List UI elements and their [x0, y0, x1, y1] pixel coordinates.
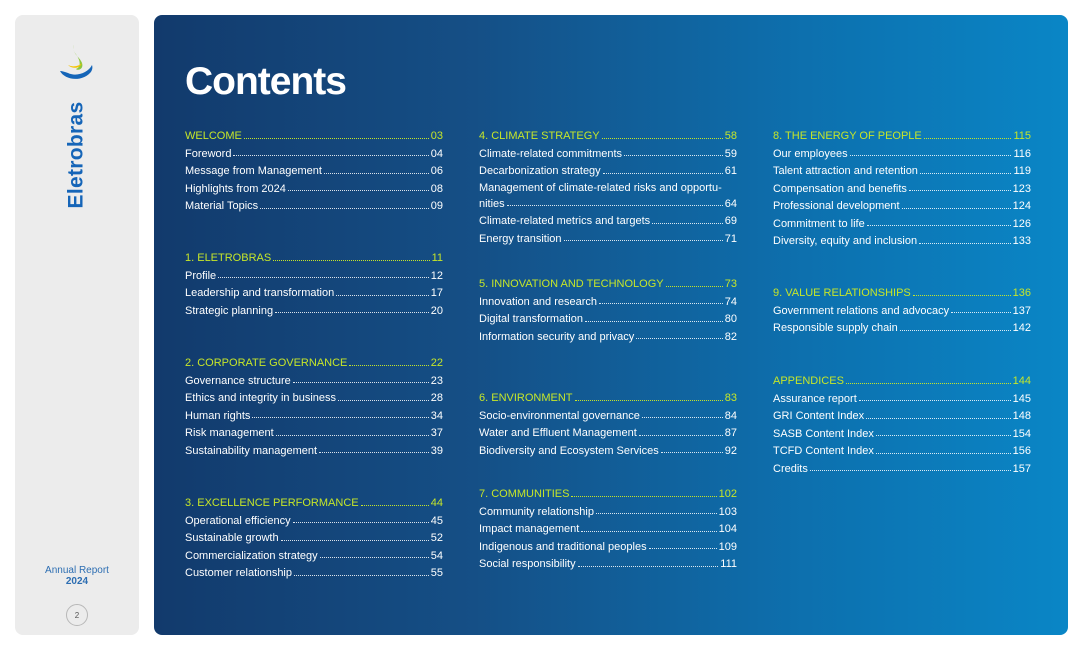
toc-entry[interactable]: Information security and privacy 82 [479, 330, 737, 343]
toc-entry[interactable]: Community relationship 103 [479, 505, 737, 518]
toc-entry[interactable]: Climate-related metrics and targets 69 [479, 215, 737, 227]
contents-panel [154, 15, 1068, 635]
toc-entry[interactable]: Strategic planning 20 [185, 304, 443, 317]
brand-name: Eletrobras [64, 101, 87, 209]
toc-entry[interactable]: Leadership and transformation 17 [185, 287, 443, 299]
page-title: Contents [185, 60, 346, 103]
toc-entry[interactable]: Sustainable growth 52 [185, 532, 443, 544]
toc-entry[interactable]: GRI Content Index 148 [773, 410, 1031, 422]
toc-section-excellence-performance [185, 495, 443, 583]
toc-entry[interactable]: Responsible supply chain 142 [773, 322, 1031, 334]
toc-heading[interactable]: 4. CLIMATE STRATEGY 58 [479, 130, 737, 142]
toc-heading[interactable]: 6. ENVIRONMENT 83 [479, 392, 737, 404]
toc-section-energy-of-people [773, 128, 1031, 251]
toc-entry[interactable]: SASB Content Index 154 [773, 427, 1031, 440]
toc-heading[interactable]: WELCOME 03 [185, 130, 443, 142]
toc-entry-continuation[interactable]: nities 64 [479, 197, 737, 210]
toc-entry[interactable]: Compensation and benefits 123 [773, 182, 1031, 195]
toc-entry[interactable]: Credits 157 [773, 462, 1031, 475]
toc-entry[interactable]: Human rights 34 [185, 409, 443, 422]
toc-entry[interactable]: Government relations and advocacy 137 [773, 304, 1031, 317]
report-year: 2024 [65, 576, 89, 587]
sidebar [15, 15, 139, 635]
toc-section-welcome [185, 128, 443, 216]
toc-entry[interactable]: Diversity, equity and inclusion 133 [773, 235, 1031, 247]
page-number: 2 [66, 604, 88, 626]
toc-entry[interactable]: Professional development 124 [773, 200, 1031, 212]
toc-heading[interactable]: 5. INNOVATION AND TECHNOLOGY 73 [479, 278, 737, 290]
toc-entry[interactable]: Message from Management 06 [185, 165, 443, 177]
toc-entry[interactable]: Assurance report 145 [773, 392, 1031, 405]
brand-wordmark [59, 101, 93, 209]
toc-section-climate-strategy [479, 128, 737, 248]
toc-section-innovation-technology [479, 276, 737, 346]
toc-entry[interactable]: Profile 12 [185, 269, 443, 282]
toc-entry[interactable]: Risk management 37 [185, 427, 443, 439]
report-label-text: Annual Report [45, 565, 109, 576]
toc-heading[interactable]: 2. CORPORATE GOVERNANCE 22 [185, 357, 443, 369]
toc-entry[interactable]: Sustainability management 39 [185, 444, 443, 457]
toc-entry[interactable]: Operational efficiency 45 [185, 514, 443, 527]
toc-entry[interactable]: Energy transition 71 [479, 232, 737, 245]
toc-heading[interactable]: 9. VALUE RELATIONSHIPS 136 [773, 287, 1031, 299]
toc-entry[interactable]: TCFD Content Index 156 [773, 445, 1031, 457]
toc-entry[interactable]: Ethics and integrity in business 28 [185, 392, 443, 404]
toc-entry[interactable]: Water and Effluent Management 87 [479, 427, 737, 439]
toc-entry[interactable]: Management of climate-related risks and opportu- [479, 181, 722, 194]
toc-heading[interactable]: 3. EXCELLENCE PERFORMANCE 44 [185, 497, 443, 509]
eletrobras-logo-icon [58, 43, 94, 83]
toc-entry[interactable]: Our employees 116 [773, 147, 1031, 160]
toc-entry[interactable]: Indigenous and traditional peoples 109 [479, 540, 737, 553]
toc-entry[interactable]: Talent attraction and retention 119 [773, 165, 1031, 177]
toc-entry[interactable]: Social responsibility 111 [479, 558, 737, 570]
toc-section-eletrobras [185, 250, 443, 320]
toc-entry[interactable]: Digital transformation 80 [479, 313, 737, 325]
toc-section-communities [479, 486, 737, 574]
toc-entry[interactable]: Highlights from 2024 08 [185, 182, 443, 195]
report-label [15, 565, 139, 587]
toc-entry[interactable]: Socio-environmental governance 84 [479, 409, 737, 422]
toc-heading[interactable]: 7. COMMUNITIES 102 [479, 488, 737, 500]
toc-entry[interactable]: Commercialization strategy 54 [185, 549, 443, 562]
toc-entry[interactable]: Impact management 104 [479, 523, 737, 535]
toc-section-corporate-governance [185, 355, 443, 460]
toc-entry[interactable]: Climate-related commitments 59 [479, 147, 737, 160]
toc-entry[interactable]: Biodiversity and Ecosystem Services 92 [479, 444, 737, 457]
toc-heading[interactable]: 1. ELETROBRAS 11 [185, 252, 443, 264]
toc-entry[interactable]: Foreword 04 [185, 147, 443, 160]
toc-section-appendices [773, 373, 1031, 478]
toc-entry[interactable]: Customer relationship 55 [185, 567, 443, 579]
toc-section-environment [479, 390, 737, 460]
toc-entry[interactable]: Decarbonization strategy 61 [479, 165, 737, 177]
toc-heading[interactable]: APPENDICES 144 [773, 375, 1031, 387]
toc-entry[interactable]: Material Topics 09 [185, 200, 443, 212]
toc-entry[interactable]: Governance structure 23 [185, 374, 443, 387]
toc-entry[interactable]: Innovation and research 74 [479, 295, 737, 308]
toc-section-value-relationships [773, 285, 1031, 338]
toc-heading[interactable]: 8. THE ENERGY OF PEOPLE 115 [773, 130, 1031, 142]
toc-entry[interactable]: Commitment to life 126 [773, 217, 1031, 230]
